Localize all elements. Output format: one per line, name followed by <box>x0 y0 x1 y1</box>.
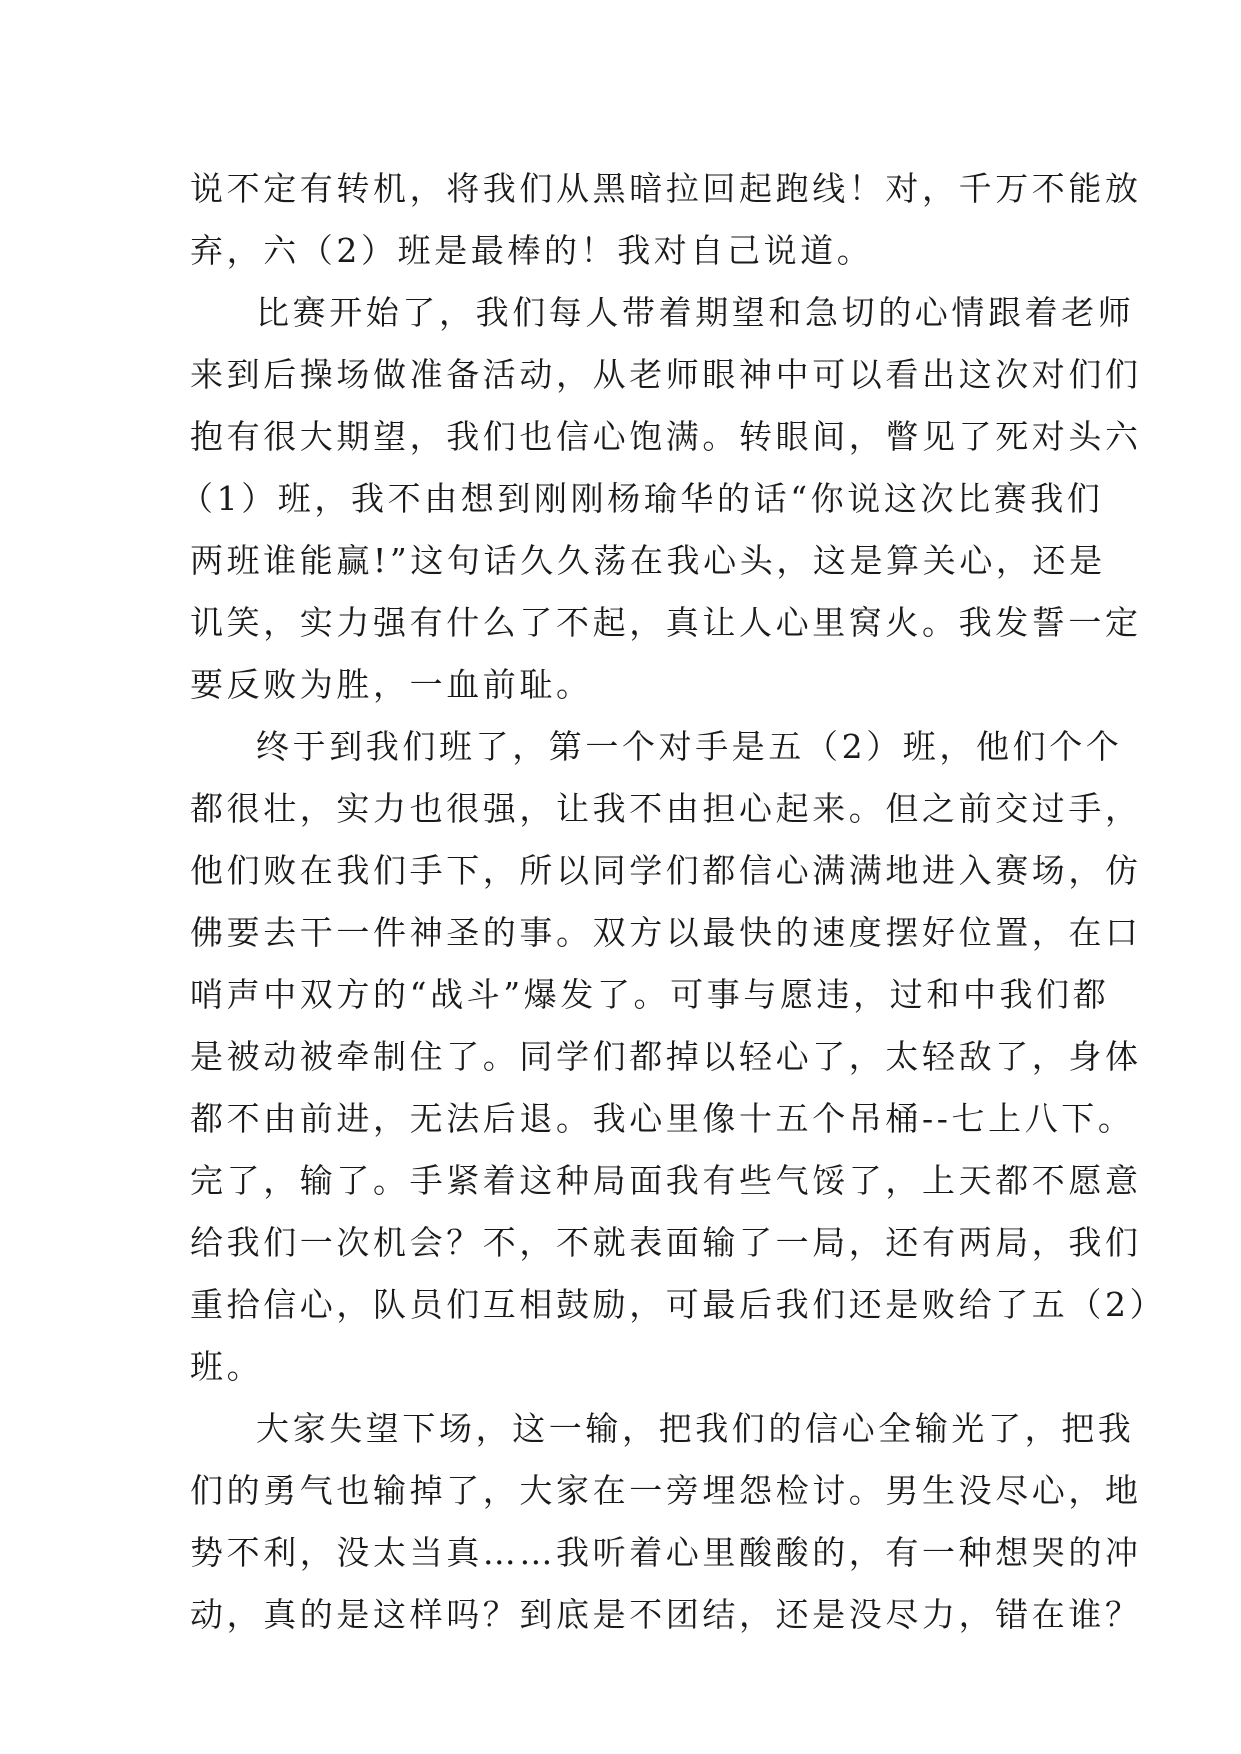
text-line: 说不定有转机，将我们从黑暗拉回起跑线！对，千万不能放 <box>190 169 1142 208</box>
text-line: 势不利，没太当真……我听着心里酸酸的，有一种想哭的冲 <box>190 1533 1142 1572</box>
text-line: 佛要去干一件神圣的事。双方以最快的速度摆好位置，在口 <box>190 913 1142 952</box>
text-line: 他们败在我们手下，所以同学们都信心满满地进入赛场，仿 <box>190 851 1142 890</box>
text-line: 弃，六（2）班是最棒的！我对自己说道。 <box>190 231 874 270</box>
text-line: 讥笑，实力强有什么了不起，真让人心里窝火。我发誓一定 <box>190 603 1142 642</box>
paragraph-first-line: 大家失望下场，这一输，把我们的信心全输光了，把我 <box>256 1409 1135 1448</box>
text-line: 们的勇气也输掉了，大家在一旁埋怨检讨。男生没尽心，地 <box>190 1471 1142 1510</box>
text-line: 抱有很大期望，我们也信心饱满。转眼间，瞥见了死对头六 <box>190 417 1142 456</box>
text-line: （1）班，我不由想到刚刚杨瑜华的话“你说这次比赛我们 <box>180 479 1104 518</box>
paragraph-first-line: 比赛开始了，我们每人带着期望和急切的心情跟着老师 <box>256 293 1135 332</box>
text-line: 给我们一次机会？不，不就表面输了一局，还有两局，我们 <box>190 1223 1142 1262</box>
text-line: 哨声中双方的“战斗”爆发了。可事与愿违，过和中我们都 <box>190 975 1110 1014</box>
text-line: 都很壮，实力也很强，让我不由担心起来。但之前交过手， <box>190 789 1142 828</box>
text-line: 动，真的是这样吗？到底是不团结，还是没尽力，错在谁？ <box>190 1595 1142 1634</box>
paragraph-first-line: 终于到我们班了，第一个对手是五（2）班，他们个个 <box>256 727 1123 766</box>
text-line: 来到后操场做准备活动，从老师眼神中可以看出这次对们们 <box>190 355 1142 394</box>
text-line: 重拾信心，队员们互相鼓励，可最后我们还是败给了五（2） <box>190 1285 1167 1324</box>
document-page <box>180 158 1167 1646</box>
text-line: 是被动被牵制住了。同学们都掉以轻心了，太轻敌了，身体 <box>190 1037 1142 1076</box>
text-line: 都不由前进，无法后退。我心里像十五个吊桶--七上八下。 <box>190 1099 1135 1138</box>
text-line: 两班谁能赢!”这句话久久荡在我心头，这是算关心，还是 <box>190 541 1106 580</box>
text-line: 要反败为胜，一血前耻。 <box>190 665 593 704</box>
text-line: 班。 <box>190 1347 264 1386</box>
text-line: 完了，输了。手紧着这种局面我有些气馁了，上天都不愿意 <box>190 1161 1142 1200</box>
